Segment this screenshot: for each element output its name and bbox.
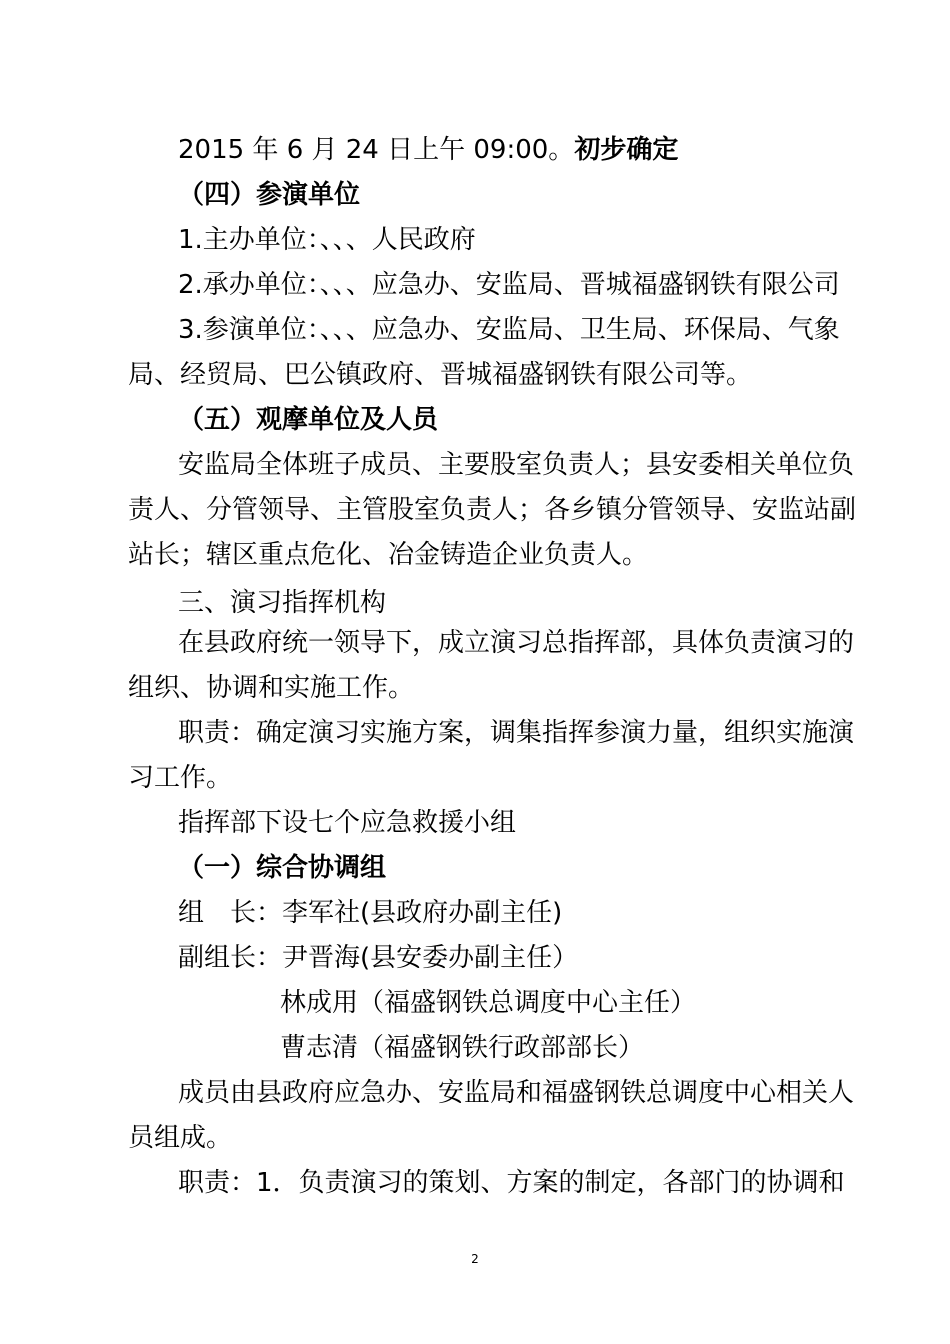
members-line2: 员组成。 — [128, 1123, 233, 1153]
host-units: 1.主办单位：、、、人民政府 — [178, 225, 476, 255]
participant-units-line1: 3.参演单位：、、、应急办、安监局、卫生局、环保局、气象 — [178, 315, 840, 345]
observers-line3: 站长；辖区重点危化、冶金铸造企业负责人。 — [128, 540, 649, 570]
deputy-leader-3: 曹志清（福盛钢铁行政部部长） — [280, 1033, 645, 1063]
heading-participants: （四）参演单位 — [178, 180, 361, 210]
observers-line1: 安监局全体班子成员、主要股室负责人；县安委相关单位负 — [178, 450, 855, 480]
date-text: 2015 年 6 月 24 日上午 09:00。 — [178, 135, 575, 165]
groups-intro: 指挥部下设七个应急救援小组 — [178, 808, 517, 838]
group-leader: 组 长：李军社(县政府办副主任) — [178, 898, 563, 928]
date-line — [178, 133, 678, 167]
duty-line1: 职责：确定演习实施方案，调集指挥参演力量，组织实施演 — [178, 718, 855, 748]
members-line1: 成员由县政府应急办、安监局和福盛钢铁总调度中心相关人 — [178, 1078, 855, 1108]
observers-line2: 责人、分管领导、主管股室负责人；各乡镇分管领导、安监站副 — [128, 495, 857, 525]
deputy-leader-2: 林成用（福盛钢铁总调度中心主任） — [280, 988, 697, 1018]
participant-units-line2: 局、经贸局、巴公镇政府、晋城福盛钢铁有限公司等。 — [128, 360, 753, 390]
date-note: 初步确定 — [574, 135, 679, 165]
duty-line2: 习工作。 — [128, 763, 233, 793]
command-line1: 在县政府统一领导下，成立演习总指挥部，具体负责演习的 — [178, 628, 855, 658]
heading-coordination-group: （一）综合协调组 — [178, 853, 387, 883]
organizer-units: 2.承办单位：、、、应急办、安监局、晋城福盛钢铁有限公司 — [178, 270, 840, 300]
heading-observers: （五）观摩单位及人员 — [178, 405, 439, 435]
page-number: 2 — [471, 1252, 479, 1266]
deputy-leader-1: 副组长：尹晋海(县安委办副主任） — [178, 943, 579, 973]
command-line2: 组织、协调和实施工作。 — [128, 673, 415, 703]
group-duty-line1: 职责：1．负责演习的策划、方案的制定，各部门的协调和 — [178, 1168, 845, 1198]
section-heading-command: 三、演习指挥机构 — [178, 588, 387, 618]
